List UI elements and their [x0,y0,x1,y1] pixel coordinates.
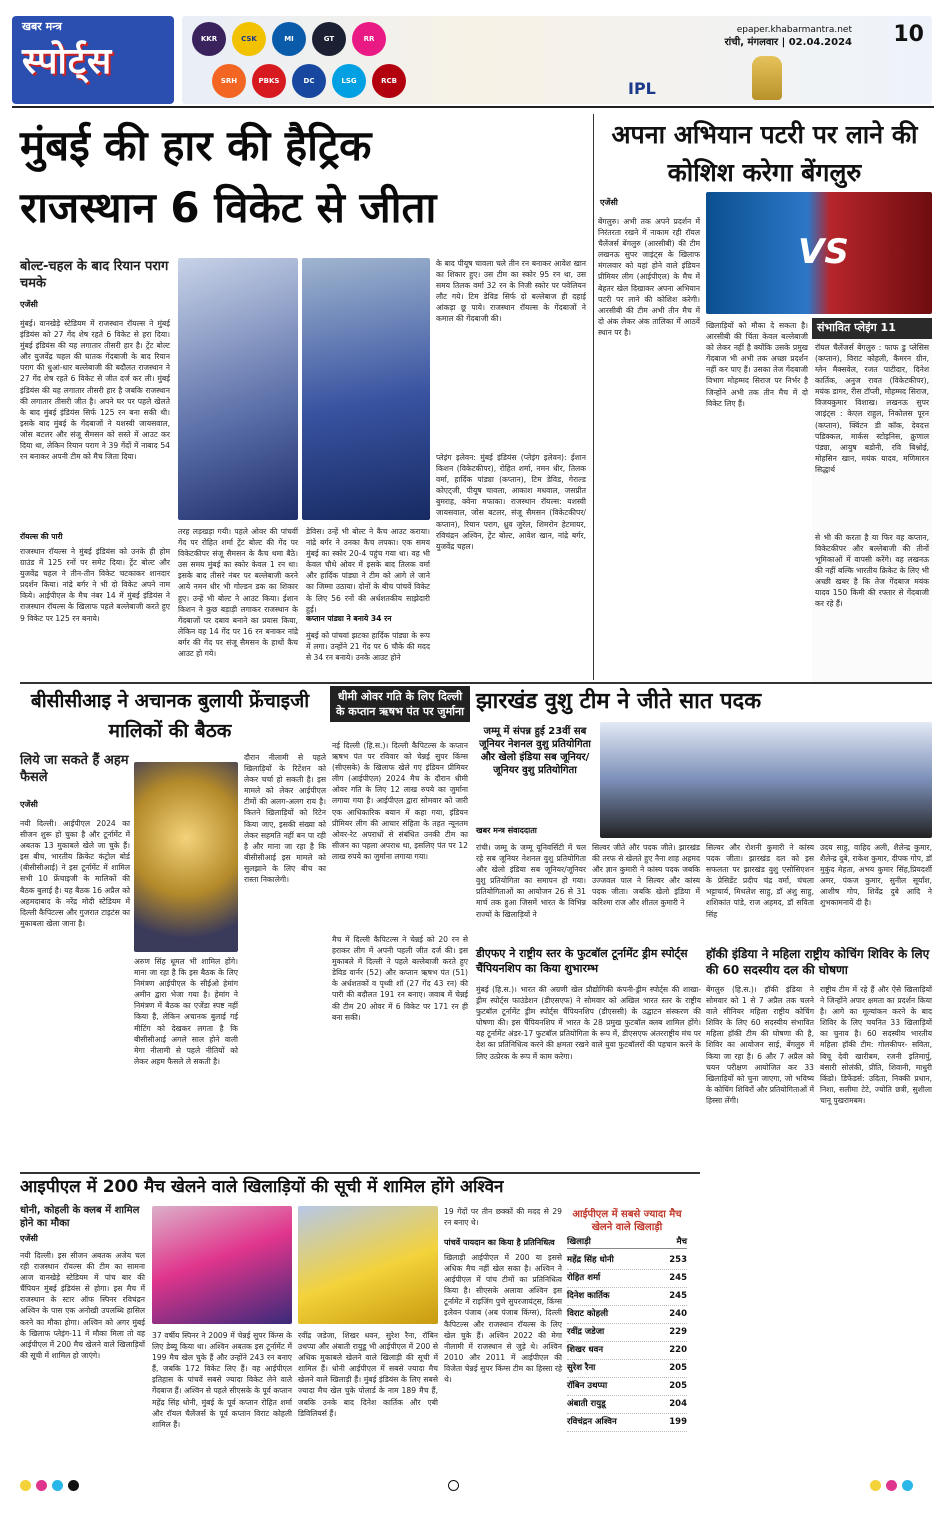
match-count: 229 [669,1327,687,1338]
page-number: 10 [893,22,924,47]
bcci-byline: एजेंसी [20,800,38,809]
team-badge-gt: GT [312,22,346,56]
hockey-col1: बेंगलुरु (हि.स.)। हॉकी इंडिया ने सोमवार को 1 से 7 अप्रैल तक चलने वाले सीनियर महिला राष्ट्रीय कोचिंग शिविर के लिए 60 सदस्यीय संभावित महिला हॉकी टीम की घोषणा की है, शिविर का आयोजन साई, बेंगलुरु में किया जा रहा है। 6 और 7 अप्रैल को चयन परीक्षण आयोजित कर 33 खिलाड़ियों को चुना जाएगा, जो भविष्य के कोचिंग शिविरों और प्रतियोगिताओं में हिस्सा लेंगी। [706,985,814,1105]
lead-col4b: प्लेइंग इलेवन: मुंबई इंडियंस (प्लेइंग इलेवन): ईशान किशन (विकेटकीपर), रोहित शर्मा, नमन धीर, तिलक वर्मा, हार्दिक पांड्या (कप्तान), टिम डेविड, गेराल्ड कोएट्जी, पीयूष चावला, आकाश मधवाल, जसप्रीत बुमराह, क्वेना मफाका। राजस्थान रॉयल्स: यशस्वी जायसवाल, जोस बटलर, संजू सैमसन (विकेटकीपर/कप्तान), रियान पराग, ध्रुव जुरेल, शिमरोन हेटमायर, रविचंद्रन अश्विन, ट्रेंट बोल्ट, आवेश खान, नांद्रे बर्गर, युजवेंद्र चहल। [436,453,586,551]
player-name: महेंद्र सिंह धोनी [567,1255,614,1266]
team-badge-rr: RR [352,22,386,56]
ashwin-col4-head: पांचवें पायदान का किया है प्रतिनिधित्व [444,1238,555,1247]
ipl-banner [182,16,932,104]
ipl-trophy-photo [134,762,238,952]
lead-byline: एजेंसी [20,300,38,309]
match-count: 204 [669,1399,687,1410]
bcci-col1: नयी दिल्ली। आईपीएल 2024 का सीजन शुरू हो चुका है और टूर्नामेंट में अबतक 13 मुकाबले खेले जा चुके हैं। इस बीच, भारतीय क्रिकेट कंट्रोल बोर्ड (बीसीसीआई) ने इस टूर्नामेंट में शामिल सभी 10 फ्रेंचाइजी के मालिकों की बैठक बुलाई है। यह बैठक 16 अप्रैल को अहमदाबाद के नरेंद्र मोदी स्टेडियम में दिल्ली कैपिटल्स और गुजरात टाइटंस का मुकाबला खेला जाना है। [20,819,130,928]
ashwin-col2: 37 वर्षीय स्पिनर ने 2009 में चेन्नई सुपर किंग्स के लिए डेब्यू किया था। अश्विन अबतक इस टूर्नामेंट में 199 मैच खेल चुके हैं और उन्होंने 243 रन बनाए हैं, जबकि 172 विकेट लिए हैं। वह आईपीएल इतिहास के पांचवें सबसे ज्यादा विकेट लेने वाले गेंदबाज हैं। अश्विन से पहले सीएसके के पूर्व कप्तान महेंद्र सिंह धोनी, मुंबई के पूर्व कप्तान रोहित शर्मा और रॉयल चैलेंजर्स के पूर्व कप्तान विराट कोहली शामिल हैं। [152,1331,292,1429]
table-row [567,1414,687,1432]
ashwin-subhead: धोनी, कोहली के क्लब में शामिल होने का मौका [20,1205,140,1229]
player-name: रोहित शर्मा [567,1273,601,1284]
table-row [567,1342,687,1360]
bcci-col3: अरुण सिंह धूमल भी शामिल होंगे। माना जा रहा है कि इस बैठक के लिए निमंत्रण आईपीएल के सीईओ हेमांग अमीन द्वारा भेजा गया है। हेमांग ने निमंत्रण में बैठक का एजेंडा स्पष्ट नहीं किया है, लेकिन अचानक बुलाई गई मीटिंग को देखकर लगता है कि बीसीसीआई अगले साल होने वाली मेगा नीलामी से पहले नीतियों को लेकर अहम फैसले ले सकती है। [134,957,238,1066]
match-count: 253 [669,1255,687,1266]
probable-xi-text: रॉयल चैलेंजर्स बेंगलुरु : फाफ डु प्लेसिस (कप्तान), विराट कोहली, कैमरन ग्रीन, ग्लेन मैक्सवेल, रजत पाटीदार, दिनेश कार्तिक, अनुज रावत (विकेटकीपर), मयंक डागर, रीस टॉप्ली, मोहम्मद सिराज, विजयकुमार विशाख। लखनऊ सुपर जाइंट्स : केएल राहुल, निकोलस पूरन (कप्तान), क्विंटन डी कॉक, देवदत्त पडिक्कल, मार्कस स्टोइनिस, क्रुणाल पंड्या, आयुष बडोनी, रवि बिश्नोई, मोहसिन खान, मयंक यादव, मणिमारन सिद्धार्थ [815,342,929,474]
ashwin-col4-top: 19 गेंदों पर तीन छक्कों की मदद से 29 रन बनाए थे। [444,1207,562,1228]
registration-dot [902,1480,913,1491]
pant-col1: नई दिल्ली (हि.स.)। दिल्ली कैपिटल्स के कप्तान ऋषभ पंत पर रविवार को चेन्नई सुपर किंग्स (सीएसके) के खिलाफ खेले गए इंडियन प्रीमियर लीग (आईपीएल) 2024 मैच के दौरान धीमी ओवर गति के लिए 12 लाख रुपये का जुर्माना लगाया गया है। आईपीएल द्वारा सोमवार को जारी एक आधिकारिक बयान में कहा गया, इंडियन प्रीमियर लीग की आचार संहिता के तहत न्यूनतम ओवर-रेट अपराधों से संबंधित उनकी टीम का सीजन का पहला अपराध था, इसलिए पंत पर 12 लाख रुपये का जुर्माना लगाया गया। [332,741,468,861]
match-count: 205 [669,1381,687,1392]
lead-mid-subhead: रॉयल्स की पारी [20,532,63,541]
lead-col2: तरह लड़खड़ा गयी। पहले ओवर की पांचवीं गेंद पर रोहित शर्मा ट्रेंट बोल्ट की गेंद पर विकेटकीपर संजू सैमसन के कैच थमा बैठे। उस समय मुंबई का स्कोर केवल 1 रन था। इसके बाद तीसरे नंबर पर बल्लेबाजी करने आये नमन धीर भी गोल्डन डक का शिकार हुए। उन्हें भी बोल्ट ने आउट किया। ईशान किशन ने कुछ बड़ाड़ी लगाकर राजस्थान के गेंदबाजों पर दबाव बनाने का प्रयास किया, लेकिन वह 14 गेंद पर 16 रन बनाकर नांद्रे बर्गर की गेंद पर संजू सैमसन के हाथों कैच आउट हो गये। [178,527,298,659]
team-badge-kkr: KKR [192,22,226,56]
wushu-col4: उदय साहु, वाहिद अली, शैलेन्द्र कुमार, शैलेन्द्र दुबे, राकेश कुमार, दीपक गोप, डॉ मुकुंद मेहता, अभय कुमार सिंह,प्रियदर्शी अमर, पंकज कुमार, सुनील सूर्यांश, आशीष गोप, शिवेंद्र दुबे आदि ने शुभकामनायें दी है। [820,843,932,908]
table-row [567,1378,687,1396]
rcb-headline: अपना अभियान पटरी पर लाने की कोशिश करेगा बेंगलुरु [611,120,918,187]
wushu-subhead: जम्मू में संपन्न हुई 23वीं सब जूनियर नेशनल वुशु प्रतियोगिता और खेलो इंडिया सब जूनियर/जूनियर वुशु प्रतियोगिता [479,726,591,776]
pant-col2: मैच में दिल्ली कैपिटल्स ने चेन्नई को 20 रन से हराकर लीग में अपनी पहली जीत दर्ज की। इस मुकाबले में दिल्ली ने पहले बल्लेबाजी करते हुए डेविड वार्नर (52) और कप्तान ऋषभ पंत (51) के अर्धशतकों व पृथ्वी शॉ (27 गेंद 43 रन) की पारी की बदौलत 191 रन बनाए। जवाब में चेन्नई की टीम 20 ओवर में 6 विकेट पर 171 रन ही बना सकी। [332,935,468,1022]
print-registration-marks [20,1475,925,1495]
player-name: रॉबिन उथप्पा [567,1381,608,1392]
registration-dot [870,1480,881,1491]
probable-xi-title: संभावित प्लेइंग 11 [812,318,932,339]
masthead [12,10,934,108]
most-matches-title: आईपीएल में सबसे ज्यादा मैच खेलने वाले खिलाड़ी [572,1209,682,1233]
match-count: 199 [669,1417,687,1428]
boult-photo [302,258,430,520]
match-count: 220 [669,1345,687,1356]
match-count: 245 [669,1291,687,1302]
football-headline: डीएफए ने राष्ट्रीय स्तर के फुटबॉल टूर्नामेंट ड्रीम स्पोर्ट्स चैंपियनशिप का किया शुभारम्भ [476,947,688,975]
rcb-byline: एजेंसी [600,198,618,207]
player-name: सुरेश रैना [567,1363,596,1374]
lead-headline [20,115,590,239]
team-badge-dc: DC [292,64,326,98]
team-badge-pbks: PBKS [252,64,286,98]
player-name: दिनेश कार्तिक [567,1291,610,1302]
team-badge-mi: MI [272,22,306,56]
player-name: विराट कोहली [567,1309,609,1320]
table-row [567,1288,687,1306]
wushu-team-photo [600,722,932,838]
table-row [567,1306,687,1324]
player-name: रवींद्र जडेजा [567,1327,605,1338]
lead-col4: के बाद पीयूष चावला चले तीन रन बनाकर आवेश खान का शिकार हुए। उस टीम का स्कोर 95 रन था, उस समय तिलक वर्मा 32 रन के निजी स्कोर पर पवेलियन लौट गये। टिम डेविड सिर्फ दो बल्लेबाज ही दहाई आंकड़ा छू पाये। राजस्थान रॉयल्स के गेंदबाजों ने कमाल की गेंदबाजी की। [436,259,586,324]
col-player: खिलाड़ी [567,1237,591,1247]
wushu-col2: सिल्वर जीते और पदक जीते। झारखंड की तरफ से खेलते हुए नैना शाह अहमद और ज्ञान कुमारी ने कांस्य पदक जबकि उज्जवल पाल ने सिल्वर और कांस्य पदक जीता। जबकि खेलो इंडिया में करिश्मा राज और शीतल कुमारी ने [592,843,700,908]
brand-big: स्पोर्ट्स [22,41,113,82]
match-count: 240 [669,1309,687,1320]
rcb-col1: बेंगलुरु। अभी तक अपने प्रदर्शन में निरंतरता रखने में नाकाम रही रॉयल चैलेंजर्स बेंगलुरु (आरसीबी) की टीम लखनऊ सुपर जाइंट्स के खिलाफ मंगलवार को यहां होने वाले इंडियन प्रीमियर लीग (आईपीएल) के मैच में बेहतर खेल दिखाकर अपना अभियान पटरी पर लाने की कोशिश करेगी। आरसीबी की टीम अभी तीन मैच में दो अंक लेकर अंक तालिका में आठवें स्थान पर है। [598,217,700,337]
team-badge-lsg: LSG [332,64,366,98]
rcb-col2: खिलाड़ियों को मौका दे सकता है। आरसीबी की चिंता केवल बल्लेबाजी को लेकर नहीं है क्योंकि उसके प्रमुख गेंदबाज भी अभी तक अच्छा प्रदर्शन नहीं कर पाए हैं। उसका तेज गेंदबाजी विभाग मोहम्मद सिराज पर निर्भर है जिन्होंने अभी तक तीन मैच में दो विकेट लिए हैं। [706,321,808,408]
registration-dot [52,1480,63,1491]
epaper-url: epaper.khabarmantra.net [736,25,852,35]
football-col: मुंबई (हि.स.)। भारत की अग्रणी खेल प्रौद्योगिकी कंपनी-ड्रीम स्पोर्ट्स की शाखा- ड्रीम स्पोर्ट्स फाउंडेशन (डीएसएफ) ने सोमवार को अखिल भारत स्तर के राष्ट्रीय फुटबॉल टूर्नामेंट ड्रीम स्पोर्ट्स चैंपियनशिप (डीएससी) के उद्घाटन संस्करण की घोषणा की। इस चैंपियनशिप में भारत के 28 प्रमुख फुटबॉल क्लब शामिल होंगे। यह टूर्नामेंट अंडर-17 फुटबॉल प्रतियोगिता के रूप में, डीएसएफ अंतरराष्ट्रीय मंच पर देश का प्रतिनिधित्व करने की क्षमता रखने वाले युवा फुटबॉलरों की पहचान करने के लिए उत्प्रेरक के रूप में काम करेगा। [476,985,701,1061]
table-row [567,1396,687,1414]
ipl-logo: IPL [628,79,656,98]
player-name: रविचंद्रन अश्विन [567,1417,617,1428]
bcci-headline: बीसीसीआइ ने अचानक बुलायी फ्रेंचाइजी मालिकों की बैठक [30,690,310,742]
table-row [567,1324,687,1342]
player-name: अंबाती रायुडू [567,1399,606,1410]
place-date: रांची, मंगलवार | 02.04.2024 [724,37,852,49]
lead-headline-line2: राजस्थान 6 विकेट से जीता [20,183,437,232]
section-rule [20,682,932,684]
hockey-col2: राष्ट्रीय टीम में रहे हैं और ऐसे खिलाड़ियों ने जिन्होंने अपार क्षमता का प्रदर्शन किया है। आगे का मूल्यांकन करने के बाद शिविर के लिए चयनित 33 खिलाड़ियों का चुनाव है। 60 सदस्यीय भारतीय महिला हॉकी टीम: गोलकीपर- सविता, बिचू देवी खारीबम, रजनी इतिमार्पु, बंसारी सोलंकी, प्रीति, शिवानी, माधुरी किंडो। डिफेंडर्स: उदिता, निक्की प्रधान, निशा, सलीमा टेटे, ज्योति छत्री, सुशीला चानू पुखरामबम। [820,985,932,1105]
ipl-trophy-icon [752,56,782,100]
lead-caption: कप्तान पांड्या ने बनाये 34 रन [306,614,392,623]
column-rule [593,114,594,680]
lead-headline-line1: मुंबई की हार की हैट्रिक [20,121,372,170]
registration-dot [886,1480,897,1491]
edition-info [725,24,852,50]
ashwin-headline: आइपीएल में 200 मैच खेलने वाले खिलाड़ियों की सूची में शामिल होंगे अश्विन [20,1177,504,1197]
player-name: शिखर धवन [567,1345,604,1356]
registration-dot [68,1480,79,1491]
chahal-photo [178,258,298,520]
ashwin-byline: एजेंसी [20,1234,38,1243]
bcci-subhead: लिये जा सकते हैं अहम फैसले [20,753,129,785]
ashwin-col4: खिलाड़ी आईपीएल में 200 या इससे अधिक मैच नहीं खेल सका है। अश्विन ने आईपीएल में पांच टीमों का प्रतिनिधित्व किया है। सीएसके अलावा अश्विन इस टूर्नामेंट में राइजिंग पुणे सुपरजायंट्स, किंग्स इलेवन पंजाब (अब पंजाब किंग्स), दिल्ली कैपिटल्स और राजस्थान रॉयल्स के लिए खेल चुके हैं। अश्विन 2022 की मेगा नीलामी में राजस्थान से जुड़े थे। अश्विन 2010 और 2011 में आईपीएल की विजेता चेन्नई सुपर किंग्स टीम का हिस्सा रहे थे। [444,1253,562,1385]
wushu-col1: रांची। जम्मू के जम्मू यूनिवर्सिटी में चल रहे सब जूनियर नेशनल वुशु प्रतियोगिता और खेलो इंडिया सब जूनियर/जूनियर वुशु प्रतियोगिता का समापन हो गया। प्रतियोगिताओं का आयोजन 26 से 31 मार्च तक हुआ जिसमें भारत के विभिन्न राज्यों के खिलाड़ियों ने [476,843,586,919]
registration-dot [20,1480,31,1491]
match-count: 205 [669,1363,687,1374]
brand-logo [12,16,174,104]
col-matches: मैच [676,1237,687,1247]
table-header [567,1237,687,1249]
most-matches-table [567,1208,687,1432]
table-row [567,1270,687,1288]
wushu-byline: खबर मन्त्र संवाददाता [476,826,537,835]
wushu-headline: झारखंड वुशु टीम ने जीते सात पदक [476,689,762,714]
team-badge-csk: CSK [232,22,266,56]
team-badge-rcb: RCB [372,64,406,98]
bcci-col2: दौरान नीलामी से पहले खिलाड़ियों के रिटेंशन को लेकर चर्चा हो सकती है। इस मामले को लेकर आईपीएल टीमों की अलग-अलग राय है। कितने खिलाड़ियों को रिटेन किया जाए, इसकी संख्या को लेकर सहमति नहीं बन पा रही है और माना जा रहा है कि बीसीसीआई इस मामले को सुलझाने के लिए बीच का रास्ता निकालेगी। [244,753,326,885]
table-row [567,1252,687,1270]
lead-col1b: राजस्थान रॉयल्स ने मुंबई इंडियंस को उनके ही होम ग्राउंड में 125 रनों पर समेट दिया। ट्रेंट बोल्ट और युजवेंद्र चहल ने तीन-तीन विकेट चटकाकर शानदार प्रदर्शन किया। नांद्रे बर्गर ने भी दो विकेट अपने नाम किये। आईपीएल के मैच नंबर 14 में मुंबई इंडियंस ने राजस्थान रॉयल्स के खिलाफ पहले बल्लेबाजी करते हुए 9 विकेट पर 125 रन बनाये। [20,547,170,623]
registration-dot [36,1480,47,1491]
hockey-headline: हॉकी इंडिया ने महिला राष्ट्रीय कोचिंग शिविर के लिए की 60 सदस्यीय दल की घोषणा [706,947,930,977]
lead-col3b: मुंबई को पांचवां झटका हार्दिक पांड्या के रूप में लगा। उन्होंने 21 गेंद पर 6 चौके की मदद से 34 रन बनाये। उनके आउट होने [306,631,430,663]
ashwin-col1: नयी दिल्ली। इस सीजन अबतक अजेय चल रही राजस्थान रॉयल्स की टीम का सामना आज वानखेड़े स्टेडियम में पांच बार की चैंपियन मुंबई इंडियंस से होगा। इस मैच में राजस्थान के स्टार ऑफ स्पिनर रविचंद्रन अश्विन के पास एक अनोखी उपलब्धि हासिल करने का मौका होगा। अश्विन को अगर मुंबई के खिलाफ प्लेइंग-11 में मौका मिला तो वह आईपीएल में 200 मैच खेलने वाले खिलाड़ियों की सूची में शामिल हो जाएंगे। [20,1251,145,1360]
rcb-col3: से भी की करता है या फिर वह कप्तान, विकेटकीपर और बल्लेबाजी की तीनों भूमिकाओं में वापसी करेंगे। वह लखनऊ की नहीं बल्कि भारतीय क्रिकेट के लिए भी अच्छी खबर है कि तेज गेंदबाज मयंक यादव 150 किमी की रफ्तार से गेंदबाजी कर रहे हैं। [815,532,929,609]
vs-label: VS [798,232,849,272]
dhoni-photo [298,1206,438,1324]
probable-xi-box [812,318,932,683]
brand-small: खबर मन्त्र [22,20,62,33]
table-row [567,1360,687,1378]
lead-col3: डेविस। उन्हें भी बोल्ट ने कैच आउट कराया। नांद्रे बर्गर ने उनका कैच लपका। एक समय मुंबई का स्कोर 20-4 पहुंच गया था। वह भी केवल चौथे ओवर में इसके बाद तिलक वर्मा और हार्दिक पांड्या ने टीम को आगे ले जाने का जिम्मा उठाया। दोनों के बीच पांचवें विकेट के लिए 56 रनों की अर्धशतकीय साझेदारी हुई। [306,527,430,614]
ashwin-photo [152,1206,292,1324]
lead-col1: मुंबई। वानखेड़े स्टेडियम में राजस्थान रॉयल्स ने मुंबई इंडियंस को 27 गेंद शेष रहते 6 विकेट से हरा दिया। मुंबई इंडियंस की यह लगातार तीसरी हार है। ट्रेंट बोल्ट और युजवेंद्र चहल की घातक गेंदबाजी के बाद रियान पराग की धुआं-धार बल्लेबाजी की बदौलत राजस्थान ने 27 गेंद शेष रहते 6 विकेट से जीत दर्ज कर ली। मुंबई इंडियंस की यह लगातार तीसरी हार है जबकि राजस्थान की लगातार तीसरी जीत है। अपने घर पर पहले खेलते के बाद मुंबई इंडियंस सिर्फ 125 रन बना सकी थी। इसके बाद मुंबई के गेंदबाजों ने यशस्वी जायसवाल, जोस बटलर और संजू सैमसन को सस्ते में आउट कर दिया था, लेकिन रियान पराग ने 39 गेंदों में नाबाद 54 रन बनाकर अपनी टीम को मैच जिता दिया। [20,319,170,462]
rcb-lsg-photo [706,192,932,314]
team-badge-srh: SRH [212,64,246,98]
ashwin-col3: रवींद्र जडेजा, शिखर धवन, सुरेश रैना, रॉबिन उथप्पा और अंबाती रायुडू भी आईपीएल में 200 से अधिक मुकाबले खेलने वाले खिलाड़ी की सूची में शामिल हैं। धोनी आईपीएल में सबसे ज्यादा मैच खेलने वाले खिलाड़ी हैं। मुंबई इंडियंस के लिए सबसे ज्यादा मैच खेल चुके पोलार्ड के नाम 189 मैच हैं, जबकि उनके बाद दिनेश कार्तिक और एबी डिविलियर्स हैं। [298,1331,438,1418]
pant-headline: धीमी ओवर गति के लिए दिल्ली के कप्तान ऋषभ पंत पर जुर्माना [330,686,470,722]
crosshair-icon [448,1480,459,1491]
match-count: 245 [669,1273,687,1284]
lead-subhead: बोल्ट-चहल के बाद रियान पराग चमके [20,259,169,291]
wushu-col3: सिल्वर और रोशनी कुमारी ने कांस्य पदक जीता। झारखंड दल को इस सफलता पर झारखंड वुशु एसोसिएशन के प्रेसिडेंट प्रदीप चंद्र वर्मा, चंचला भट्टाचार्य, मिथलेश साहु, डॉ अंशु साहु, शशिकांत पांडे, राज अहमद, डॉ सविता सिंह [706,843,814,919]
